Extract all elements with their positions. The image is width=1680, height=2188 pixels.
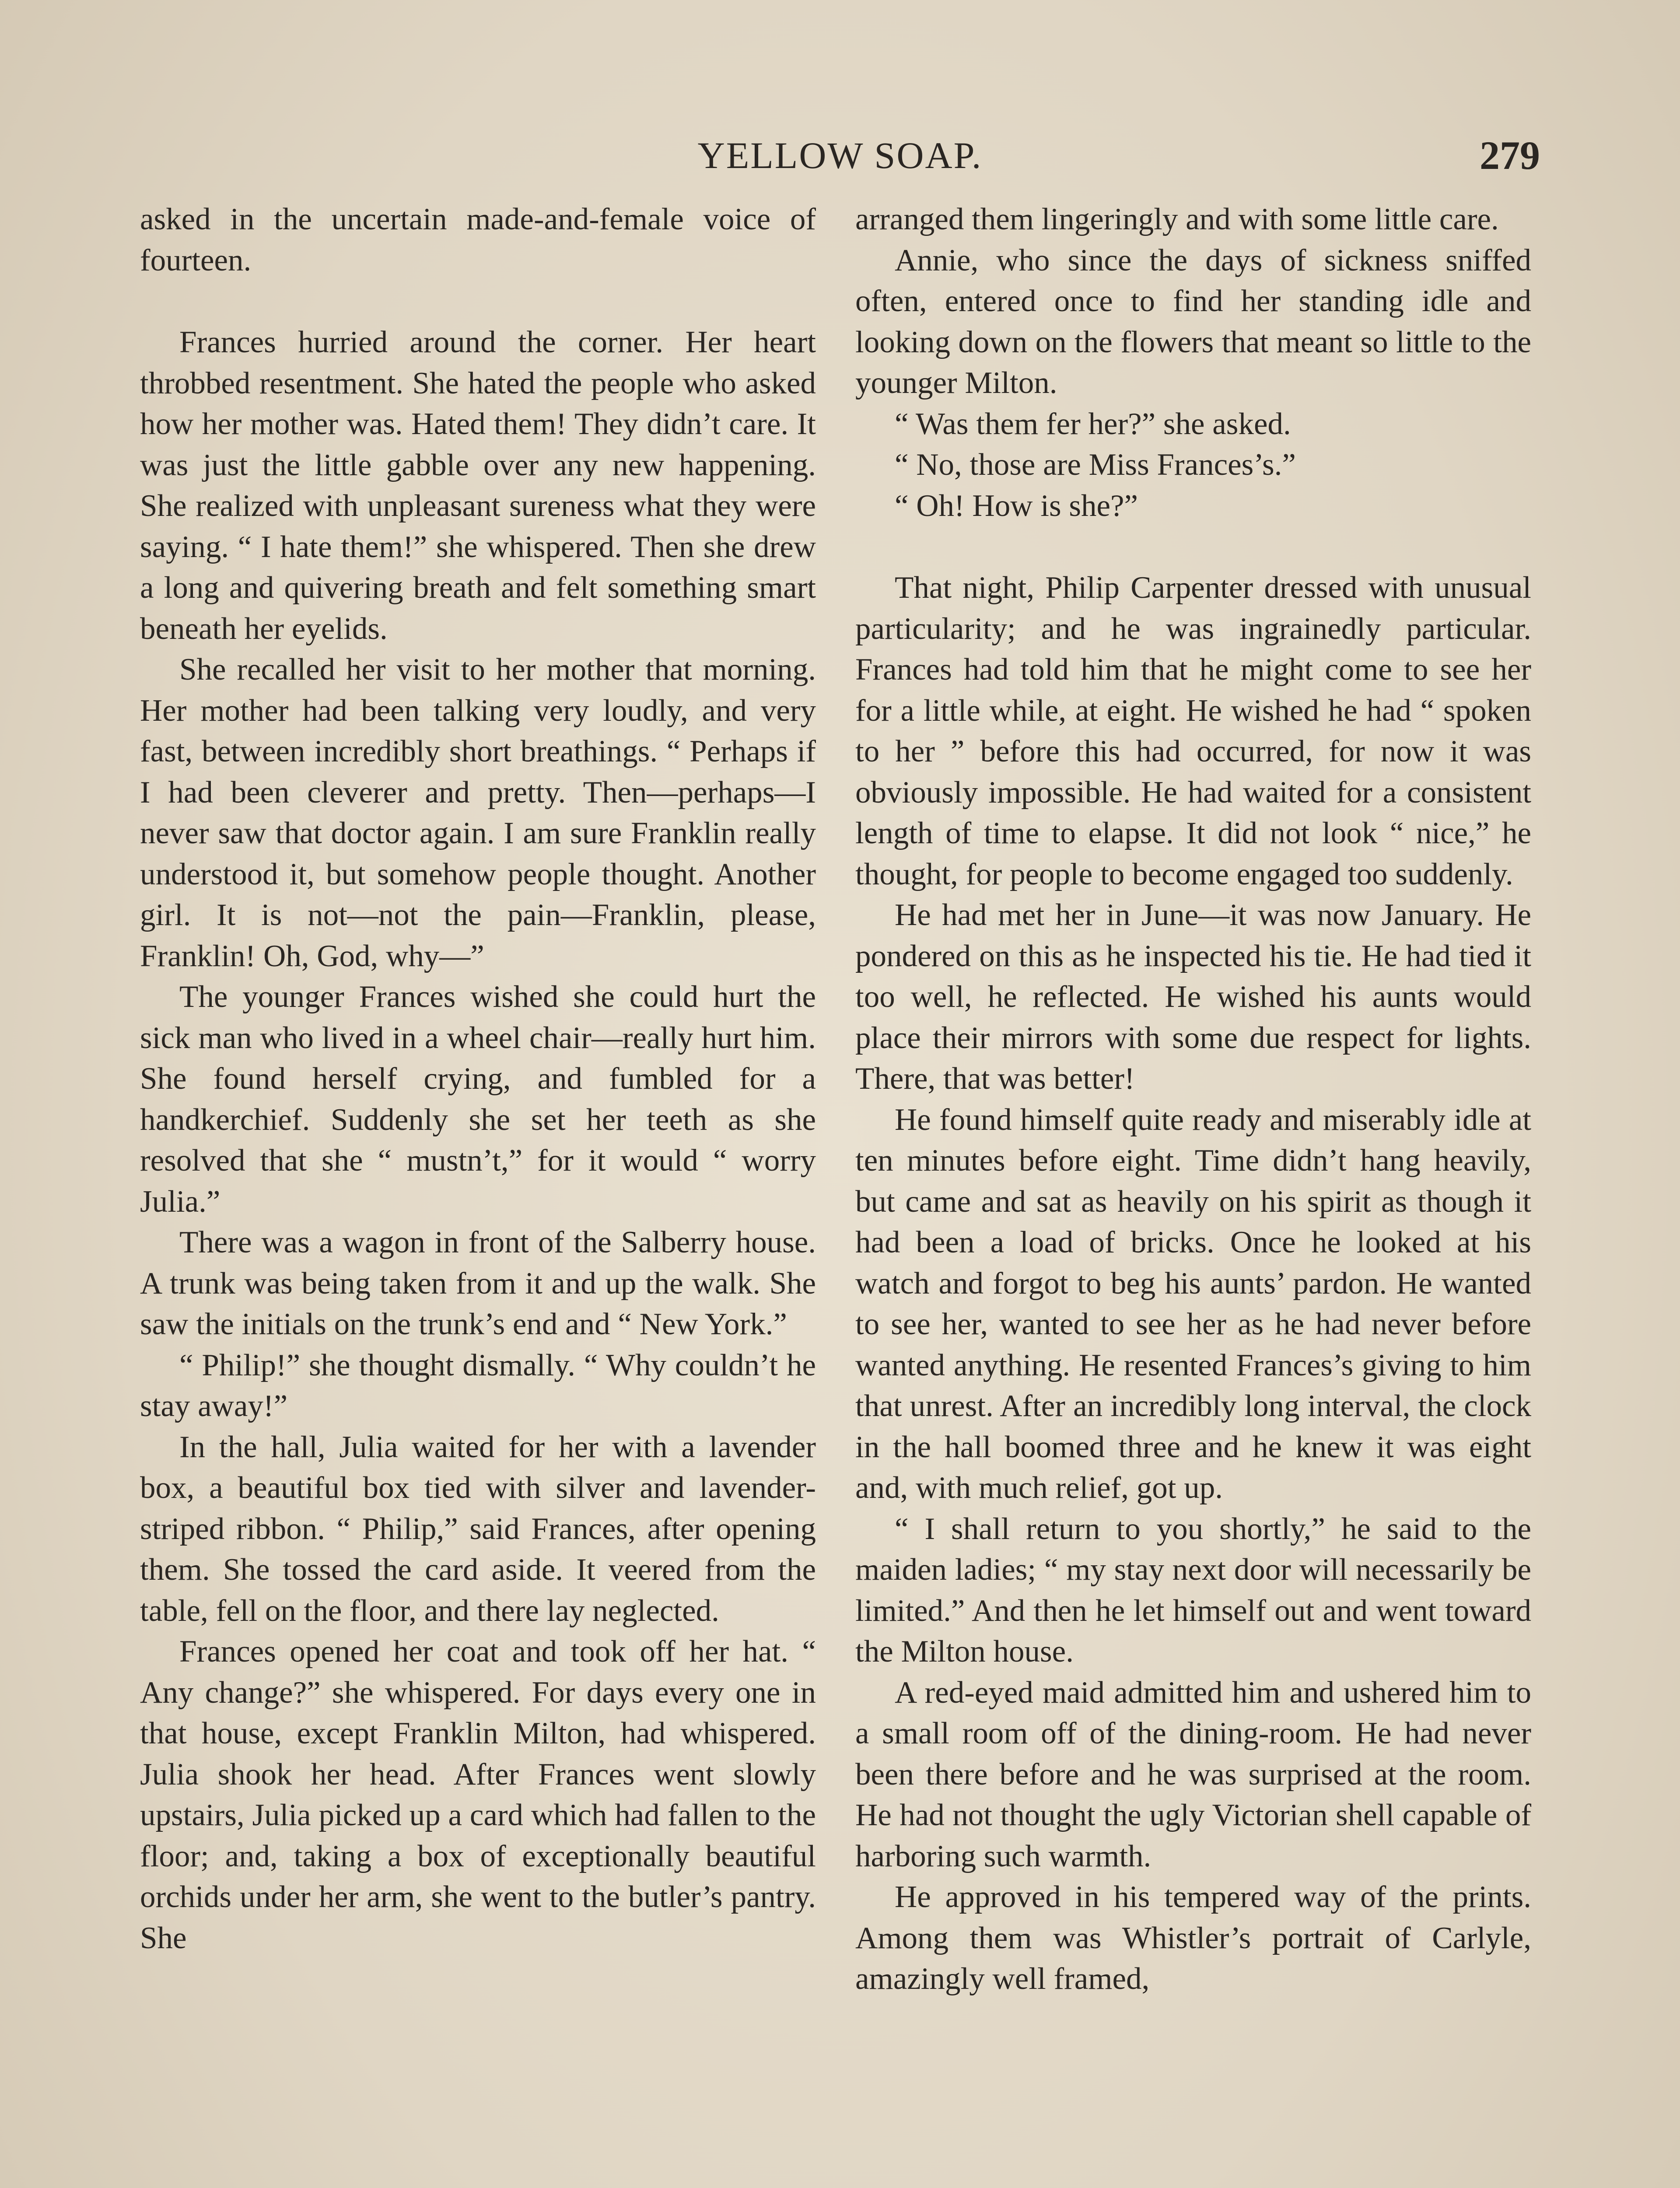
paragraph: In the hall, Julia waited for her with a lavender box, a beautiful box tied with silver and lavender-striped ribbon. “ Philip,” said Frances, after opening them. She tossed the card aside. It veered from the table, fell on the floor, and there lay neglected. <box>140 1430 816 1628</box>
paragraph: Frances hurried around the corner. Her heart throbbed resentment. She hated the people who asked how her mother was. Hated them! They didn’t care. It was just the little gabble over any new happening. She realized with unpleasant sureness what they were saying. “ I hate them!” she whispered. Then she drew a long and quivering breath and felt something smart beneath her eyelids. <box>140 325 816 646</box>
paragraph: “ Was them fer her?” she asked. <box>895 407 1291 441</box>
paragraph: “ Philip!” she thought dismally. “ Why couldn’t he stay away!” <box>140 1348 816 1423</box>
paragraph: He approved in his tempered way of the prints. Among them was Whistler’s portrait of Carlyle, amazingly well framed, <box>855 1880 1531 1996</box>
paragraph: He found himself quite ready and miserably idle at ten minutes before eight. Time didn’t hang heavily, but came and sat as heavily on his spirit as though it had been a load of bricks. Once he looked at his watch and forgot to beg his aunts’ pardon. He wanted to see her, wanted to see her as he had never before wanted anything. He resented Frances’s giving to him that unrest. After an incredibly long interval, the clock in the hall boomed three and he knew it was eight and, with much relief, got up. <box>855 1102 1531 1505</box>
page-number: 279 <box>1480 133 1540 178</box>
paragraph: Frances opened her coat and took off her hat. “ Any change?” she whispered. For days every one in that house, except Franklin Milton, had whispered. Julia shook her head. After Frances went slowly upstairs, Julia picked up a card which had fallen to the floor; and, taking a box of exceptionally beautiful orchids under her arm, she went to the butler’s pantry. She <box>140 1634 816 1955</box>
paragraph: The younger Frances wished she could hurt the sick man who lived in a wheel chair—really hurt him. She found herself crying, and fumbled for a handkerchief. Suddenly she set her teeth as she resolved that she “ mustn’t,” for it would “ worry Julia.” <box>140 980 816 1219</box>
paragraph: “ No, those are Miss Frances’s.” <box>895 448 1296 482</box>
paragraph: There was a wagon in front of the Salberry house. A trunk was being taken from it and up the walk. She saw the initials on the trunk’s end and “ New York.” <box>140 1225 816 1341</box>
running-title: YELLOW SOAP. <box>697 134 983 176</box>
paragraph: arranged them lingeringly and with some little care. <box>855 202 1499 236</box>
paragraph: That night, Philip Carpenter dressed with unusual particularity; and he was ingrainedly particular. Frances had told him that he might come to see her for a little while, at eight. He wished he had “ spoken to her ” before this had occurred, for now it was obviously impossible. He had waited for a consistent length of time to elapse. It did not look “ nice,” he thought, for people to become engaged too suddenly. <box>855 571 1531 891</box>
right-column <box>855 199 1531 2188</box>
paragraph: She recalled her visit to her mother that morning. Her mother had been talking very loudly, and very fast, between incredibly short breathings. “ Perhaps if I had been cleverer and pretty. Then—perhaps—I never saw that doctor again. I am sure Franklin really understood it, but somehow people thought. Another girl. It is not—not the pain—Franklin, please, Franklin! Oh, God, why—” <box>140 652 816 973</box>
left-column <box>140 199 816 2188</box>
paragraph: “ Oh! How is she?” <box>895 488 1138 523</box>
paragraph: Annie, who since the days of sickness sniffed often, entered once to find her standing idle and looking down on the flowers that meant so little to the younger Milton. <box>855 243 1531 400</box>
paragraph: asked in the uncertain made-and-female voice of fourteen. <box>140 202 816 277</box>
paragraph: A red-eyed maid admitted him and ushered him to a small room off of the dining-room. He had never been there before and he was surprised at the room. He had not thought the ugly Victorian shell capable of harboring such warmth. <box>855 1675 1531 1873</box>
page-header <box>140 127 1540 184</box>
paragraph: He had met her in June—it was now January. He pondered on this as he inspected his tie. He had tied it too well, he reflected. He wished his aunts would place their mirrors with some due respect for lights. There, that was better! <box>855 898 1531 1096</box>
paragraph: “ I shall return to you shortly,” he said to the maiden ladies; “ my stay next door will necessarily be limited.” And then he let himself out and went toward the Milton house. <box>855 1511 1531 1669</box>
